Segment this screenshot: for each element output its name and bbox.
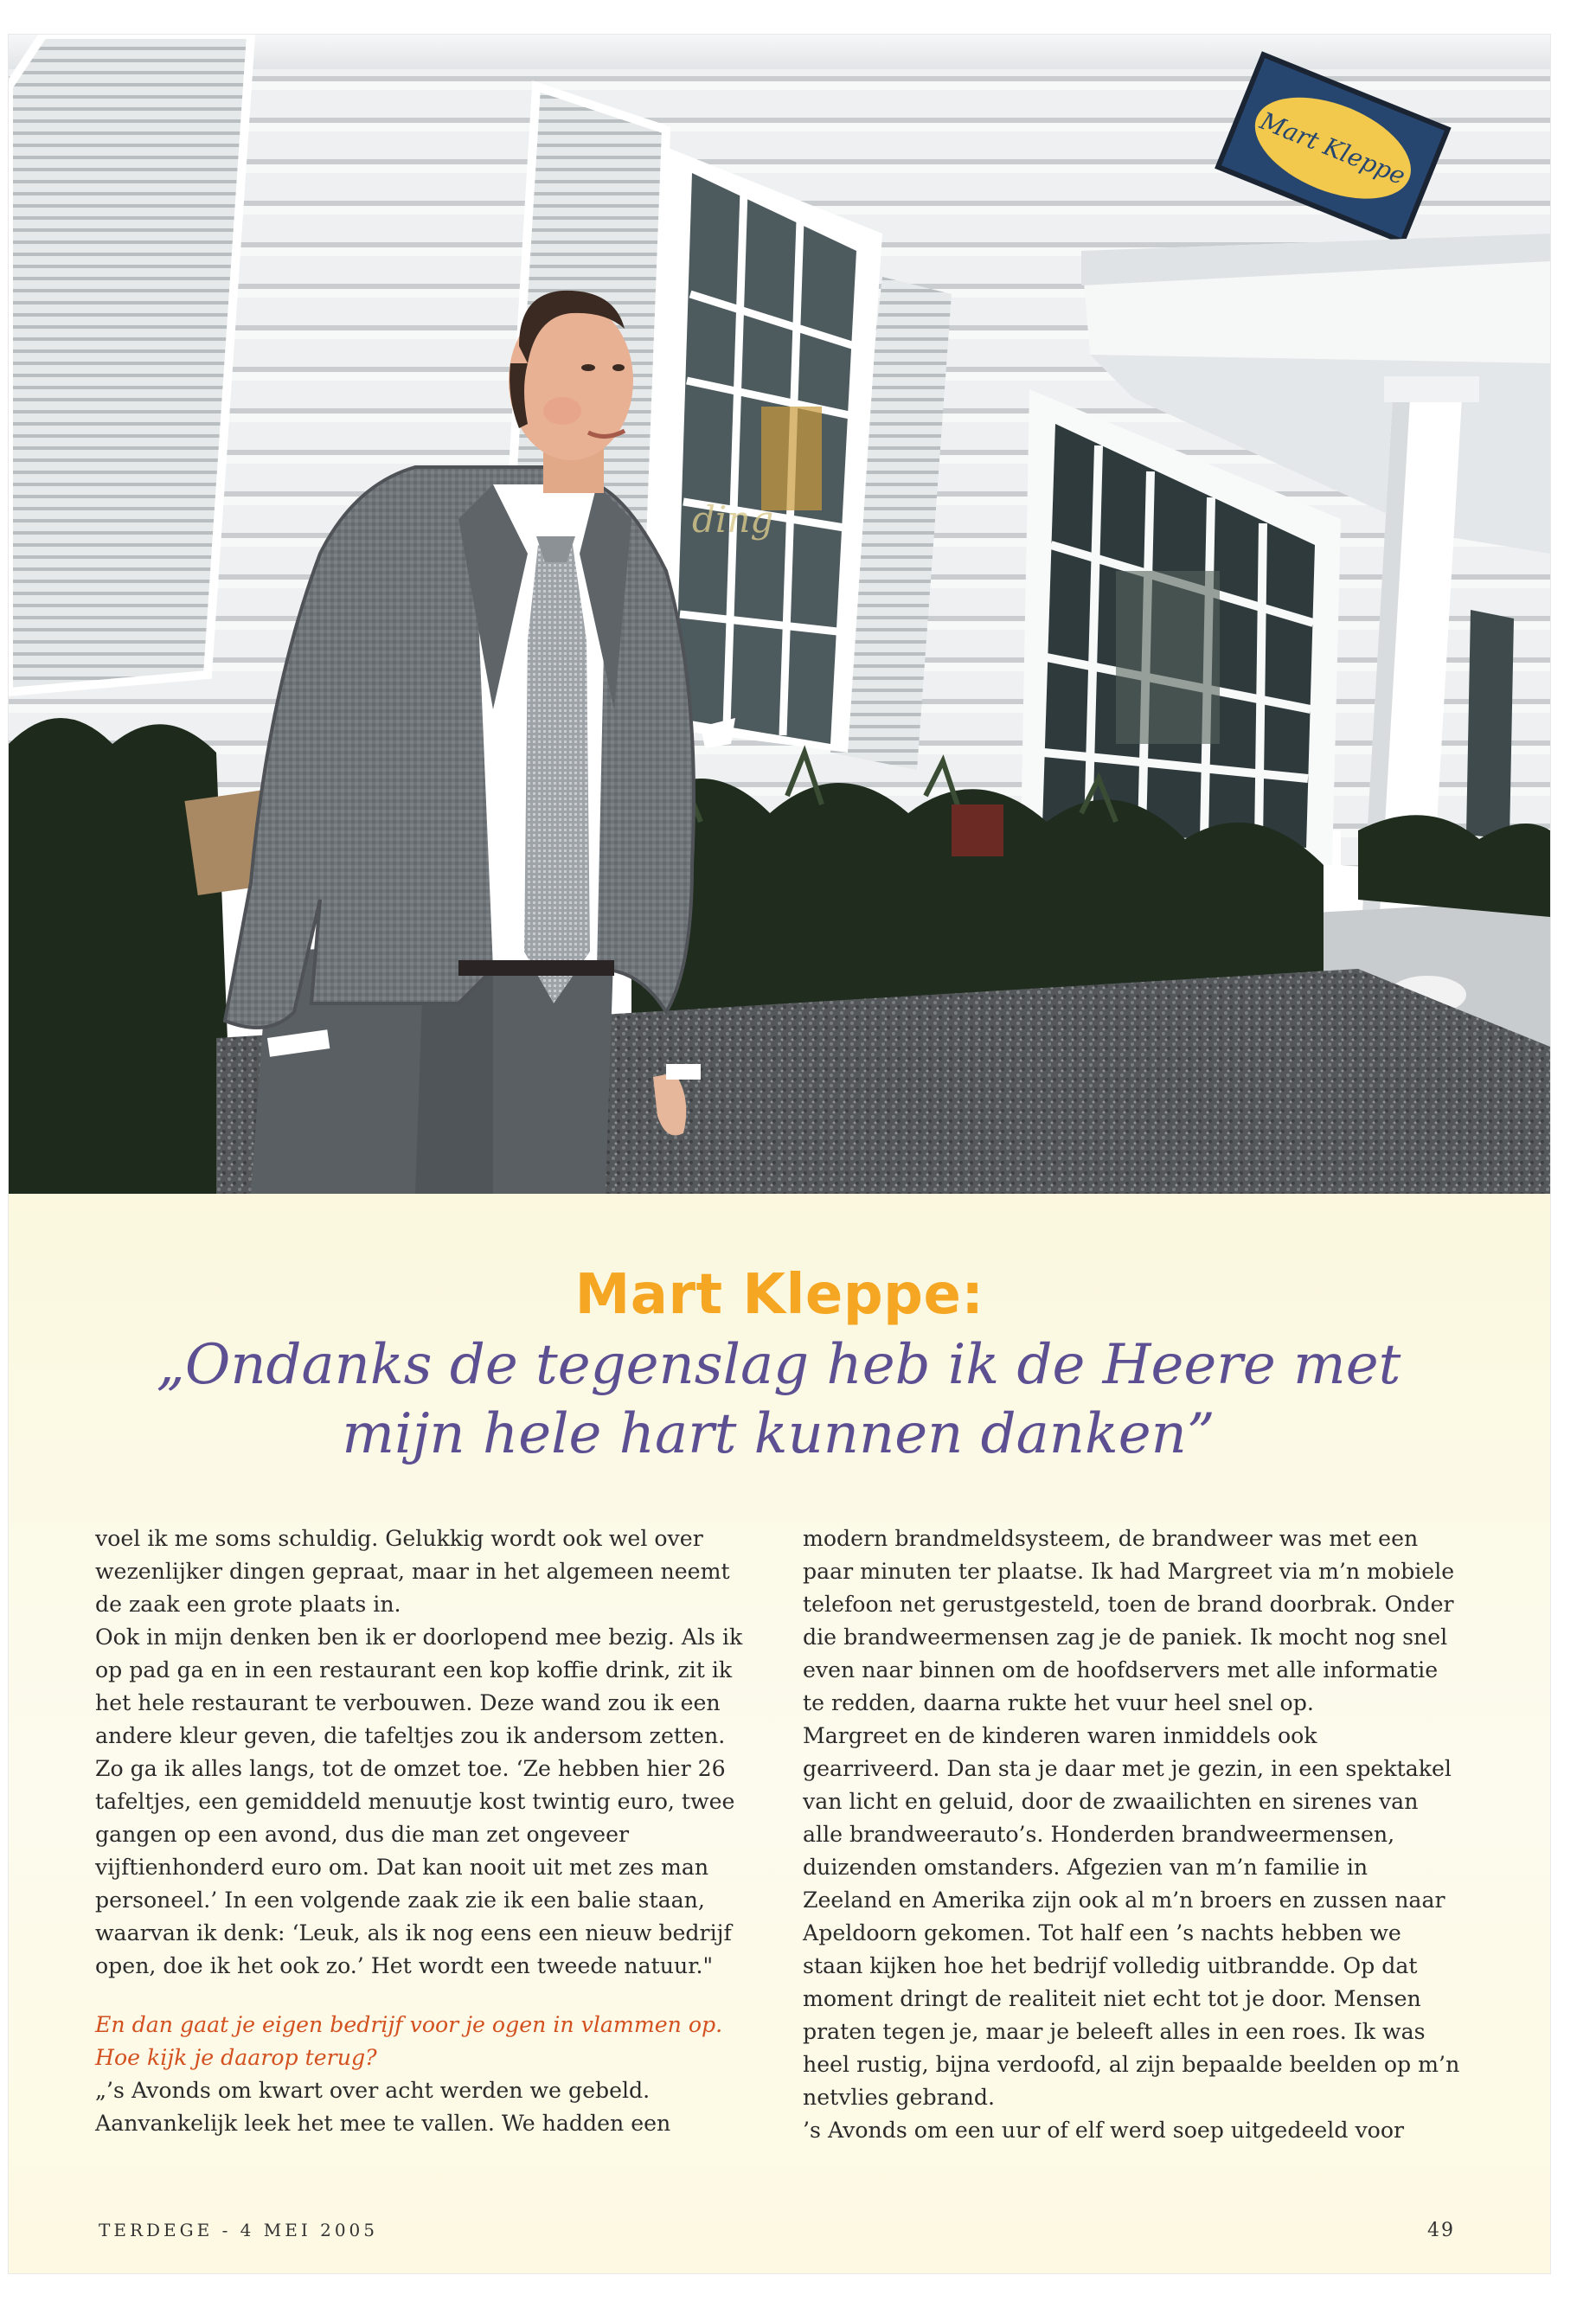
paragraph: modern brandmeldsysteem, de brandweer was met een paar minuten ter plaatse. Ik had Margreet via m’n mobiele telefoon net gerustgesteld, toen de brand doorbrak. Onder die brandweermensen zag je de paniek. Ik mocht nog snel even naar binnen om de hoofdservers met alle informatie te redden, daarna rukte het vuur heel snel op. — [803, 1526, 1455, 1715]
paragraph: Margreet en de kinderen waren inmiddels ook gearriveerd. Dan sta je daar met je gezin, in een spektakel van licht en geluid, door de zwaailichten en sirenes van alle brandweerauto’s. Honderden brandweermensen, duizenden omstanders. Afgezien van m’n familie in Zeeland en Amerika zijn ook al m’n broers en zussen naar Apeldoorn gekomen. Tot half een ’s nachts hebben we staan kijken hoe het bedrijf volledig uitbrandde. Op dat moment dringt de realiteit niet echt tot je door. Mensen praten tegen je, maar je beleeft alles in een roes. Ik was heel rustig, bijna verdoofd, al zijn bepaalde beelden op m’n netvlies gebrand. — [803, 1723, 1460, 2110]
interview-question: En dan gaat je eigen bedrijf voor je ogen in vlammen op. Hoe kijk je daarop terug? — [95, 2012, 723, 2070]
article-photo — [9, 35, 1550, 1194]
paragraph: ’s Avonds om een uur of elf werd soep uitgedeeld voor — [803, 2118, 1405, 2143]
text-column-right — [803, 1522, 1460, 2147]
quote-line-1: „Ondanks de tegenslag heb ik de Heere met — [156, 1333, 1401, 1397]
publication-footer: TERDEGE - 4 MEI 2005 — [99, 2220, 378, 2240]
article-headline: Mart Kleppe: — [574, 1263, 984, 1327]
article-text-panel — [9, 1194, 1550, 2273]
paragraph: voel ik me soms schuldig. Gelukkig wordt ook wel over wezenlijker dingen gepraat, maar in het algemeen neemt de zaak een grote plaats in. — [95, 1526, 730, 1617]
magazine-page — [9, 35, 1550, 2273]
sign-text: Mart Kleppe — [1256, 106, 1410, 191]
paragraph: „’s Avonds om kwart over acht werden we gebeld. Aanvankelijk leek het mee te vallen. We hadden een — [95, 2078, 671, 2136]
page-number: 49 — [1427, 2220, 1455, 2241]
window-lettering: ding — [692, 498, 774, 541]
article-quote — [112, 1330, 1445, 1469]
paragraph: Ook in mijn denken ben ik er doorlopend mee bezig. Als ik op pad ga en in een restaurant een kop koffie drink, zit ik het hele restaurant te verbouwen. Deze wand zou ik een andere kleur geven, die tafeltjes zou ik andersom zetten. Zo ga ik alles langs, tot de omzet toe. ‘Ze hebben hier 26 tafeltjes, een gemiddeld menuutje kost twintig euro, twee gangen op een avond, dus die man zet ongeveer vijftienhonderd euro om. Dat kan nooit uit met zes man personeel.’ In een volgende zaak zie ik een balie staan, waarvan ik denk: ‘Leuk, als ik nog eens een nieuw bedrijf open, doe ik het ook zo.’ Het wordt een tweede natuur." — [95, 1625, 743, 1978]
quote-line-2: mijn hele hart kunnen danken” — [342, 1402, 1215, 1466]
text-column-left — [95, 1522, 753, 2140]
